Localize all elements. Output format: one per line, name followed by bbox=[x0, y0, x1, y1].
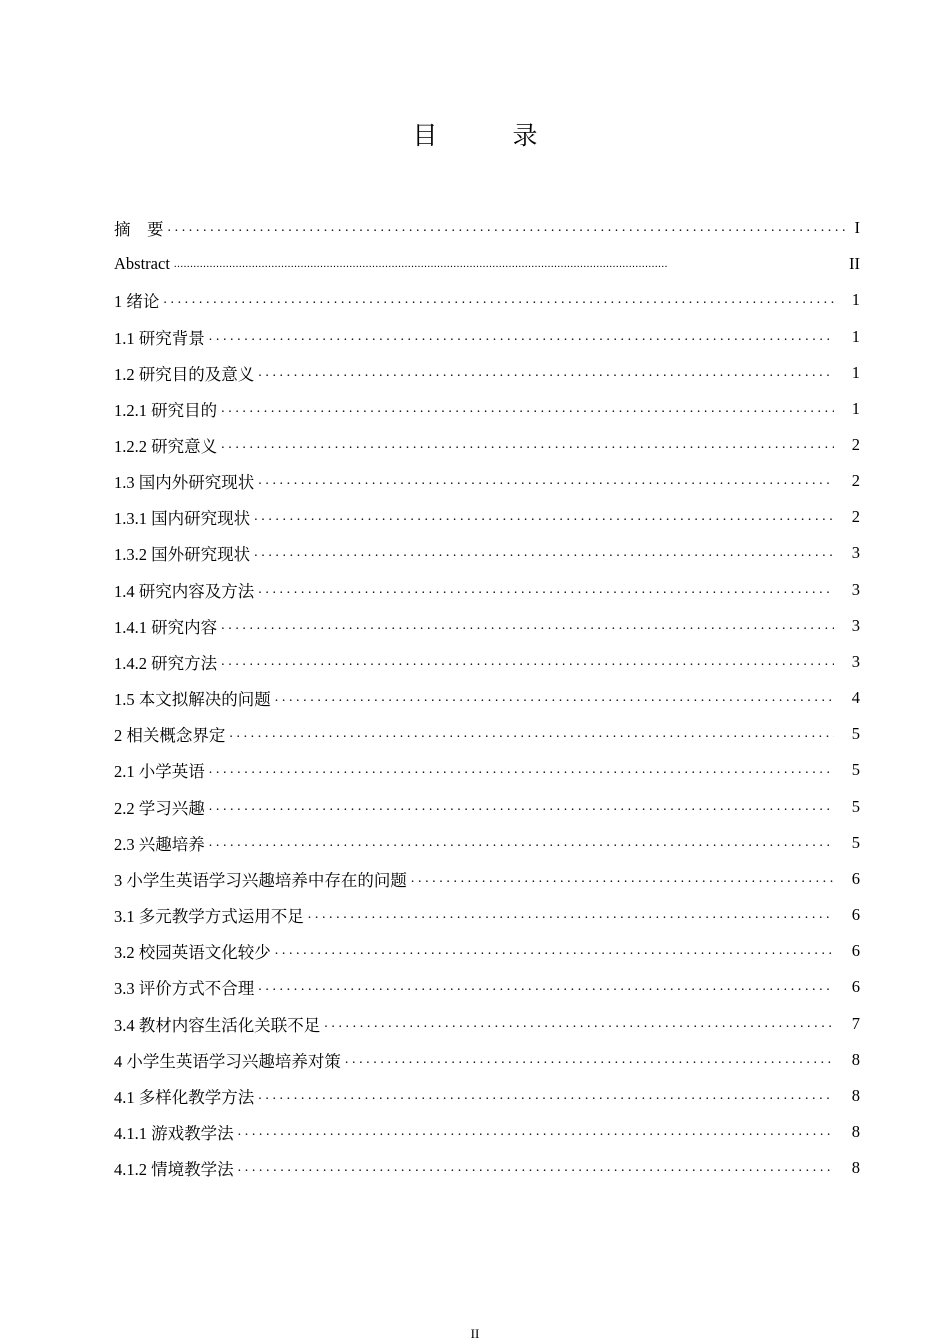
toc-entry-label: 3.3 评价方式不合理 bbox=[114, 979, 255, 999]
toc-entry[interactable] bbox=[114, 752, 860, 788]
toc-leader-dots bbox=[254, 509, 834, 525]
toc-entry[interactable] bbox=[114, 716, 860, 752]
toc-leader-dots bbox=[221, 618, 834, 634]
toc-leader-dots bbox=[258, 979, 834, 995]
toc-entry[interactable] bbox=[114, 282, 860, 318]
toc-entry-label: 3.1 多元教学方式运用不足 bbox=[114, 907, 304, 927]
toc-leader-dots bbox=[324, 1016, 834, 1032]
toc-entry-page: 3 bbox=[851, 543, 860, 563]
toc-entry-page: 7 bbox=[851, 1013, 860, 1033]
toc-leader-dots bbox=[258, 1088, 834, 1104]
toc-entry-page: II bbox=[849, 254, 860, 274]
toc-entry-page: 1 bbox=[851, 398, 860, 418]
toc-entry-label: Abstract bbox=[114, 254, 170, 274]
toc-entry-label: 3.2 校园英语文化较少 bbox=[114, 943, 271, 963]
toc-entry-page: 6 bbox=[851, 905, 860, 925]
toc-entry-label: 2.1 小学英语 bbox=[114, 762, 205, 782]
toc-entry-label: 1 绪论 bbox=[114, 292, 160, 312]
toc-entry-page: 1 bbox=[851, 362, 860, 382]
toc-entry-label: 4.1 多样化教学方法 bbox=[114, 1087, 255, 1107]
toc-entry-page: 2 bbox=[851, 471, 860, 491]
toc-entry-label: 1.1 研究背景 bbox=[114, 328, 205, 348]
toc-entry[interactable] bbox=[114, 1042, 860, 1078]
toc-entry-label: 1.4.1 研究内容 bbox=[114, 617, 218, 637]
toc-leader-dots bbox=[258, 582, 834, 598]
toc-leader-dots bbox=[258, 365, 834, 381]
toc-entry-label: 2 相关概念界定 bbox=[114, 726, 226, 746]
toc-leader-dots bbox=[345, 1052, 834, 1068]
toc-entry-page: 6 bbox=[851, 941, 860, 961]
toc-entry-label: 摘 要 bbox=[114, 220, 164, 240]
toc-entry-page: 5 bbox=[851, 796, 860, 816]
toc-entry-page: 1 bbox=[851, 326, 860, 346]
toc-leader-dots bbox=[209, 762, 834, 778]
toc-entry-label: 3 小学生英语学习兴趣培养中存在的问题 bbox=[114, 870, 407, 890]
toc-entry-label: 1.3.1 国内研究现状 bbox=[114, 509, 251, 529]
toc-entry[interactable] bbox=[114, 391, 860, 427]
toc-entry-abstract-cn[interactable] bbox=[114, 210, 860, 246]
toc-leader-dots bbox=[221, 437, 834, 453]
toc-leader-dots bbox=[221, 401, 834, 417]
toc-leader-dots bbox=[168, 220, 847, 236]
toc-entry[interactable] bbox=[114, 1114, 860, 1150]
toc-entry[interactable] bbox=[114, 355, 860, 391]
toc-entry-label: 1.3 国内外研究现状 bbox=[114, 473, 255, 493]
toc-leader-dots bbox=[209, 329, 834, 345]
footer-page-number: II bbox=[470, 1326, 480, 1341]
toc-entry[interactable] bbox=[114, 427, 860, 463]
toc-entry-label: 1.5 本文拟解决的问题 bbox=[114, 690, 271, 710]
toc-leader-dots bbox=[229, 726, 834, 742]
toc-entry[interactable] bbox=[114, 318, 860, 354]
toc-entry-label: 4 小学生英语学习兴趣培养对策 bbox=[114, 1051, 341, 1071]
toc-leader-dots bbox=[275, 943, 834, 959]
toc-entry-label: 4.1.1 游戏教学法 bbox=[114, 1123, 234, 1143]
toc-entry-page: 1 bbox=[851, 290, 860, 310]
toc-entry-page: 5 bbox=[851, 724, 860, 744]
toc-entry-page: 8 bbox=[851, 1158, 860, 1178]
toc-leader-dots bbox=[209, 799, 834, 815]
toc-entry-page: 2 bbox=[851, 435, 860, 455]
toc-entry-page: 3 bbox=[851, 651, 860, 671]
toc-entry-label: 1.4 研究内容及方法 bbox=[114, 581, 255, 601]
toc-entry-page: 5 bbox=[851, 832, 860, 852]
table-of-contents bbox=[114, 210, 860, 1186]
toc-entry-page: 8 bbox=[851, 1049, 860, 1069]
toc-leader-dots bbox=[308, 907, 834, 923]
toc-entry-label: 1.3.2 国外研究现状 bbox=[114, 545, 251, 565]
toc-entry[interactable] bbox=[114, 969, 860, 1005]
toc-leader-dots bbox=[221, 654, 834, 670]
toc-leader-dots bbox=[238, 1160, 834, 1176]
toc-entry[interactable] bbox=[114, 1078, 860, 1114]
toc-entry[interactable] bbox=[114, 680, 860, 716]
toc-entry-label: 4.1.2 情境教学法 bbox=[114, 1160, 234, 1180]
toc-entry-page: 6 bbox=[851, 977, 860, 997]
toc-leader-dots bbox=[163, 292, 834, 308]
toc-entry-page: 6 bbox=[851, 868, 860, 888]
toc-entry[interactable] bbox=[114, 1150, 860, 1186]
toc-entry[interactable] bbox=[114, 644, 860, 680]
toc-entry-page: 8 bbox=[851, 1121, 860, 1141]
toc-entry-label: 2.3 兴趣培养 bbox=[114, 834, 205, 854]
toc-entry[interactable] bbox=[114, 789, 860, 825]
toc-entry-page: 5 bbox=[851, 760, 860, 780]
toc-leader-dots bbox=[209, 835, 834, 851]
toc-entry-page: 2 bbox=[851, 507, 860, 527]
toc-entry[interactable] bbox=[114, 463, 860, 499]
toc-leader-dots bbox=[174, 258, 834, 270]
toc-entry[interactable] bbox=[114, 608, 860, 644]
toc-leader-dots bbox=[254, 545, 834, 561]
toc-entry[interactable] bbox=[114, 1005, 860, 1041]
page-title: 目 录 bbox=[412, 121, 563, 150]
toc-entry-label: 3.4 教材内容生活化关联不足 bbox=[114, 1015, 321, 1035]
toc-entry[interactable] bbox=[114, 499, 860, 535]
toc-entry[interactable] bbox=[114, 825, 860, 861]
toc-entry-label: 2.2 学习兴趣 bbox=[114, 798, 205, 818]
toc-leader-dots bbox=[238, 1124, 834, 1140]
toc-leader-dots bbox=[411, 871, 834, 887]
toc-entry[interactable] bbox=[114, 535, 860, 571]
toc-entry[interactable] bbox=[114, 861, 860, 897]
toc-leader-dots bbox=[275, 690, 834, 706]
toc-entry-label: 1.2.2 研究意义 bbox=[114, 437, 218, 457]
toc-entry-page: 3 bbox=[851, 615, 860, 635]
toc-entry-abstract-en[interactable] bbox=[114, 246, 860, 282]
toc-entry-label: 1.4.2 研究方法 bbox=[114, 653, 218, 673]
toc-entry[interactable] bbox=[114, 933, 860, 969]
toc-leader-dots bbox=[258, 473, 834, 489]
toc-entry[interactable] bbox=[114, 572, 860, 608]
toc-entry-page: I bbox=[854, 218, 860, 238]
toc-entry-label: 1.2 研究目的及意义 bbox=[114, 364, 255, 384]
toc-entry-page: 4 bbox=[851, 688, 860, 708]
toc-entry-page: 8 bbox=[851, 1085, 860, 1105]
toc-entry-page: 3 bbox=[851, 579, 860, 599]
toc-entry[interactable] bbox=[114, 897, 860, 933]
toc-entry-label: 1.2.1 研究目的 bbox=[114, 400, 218, 420]
